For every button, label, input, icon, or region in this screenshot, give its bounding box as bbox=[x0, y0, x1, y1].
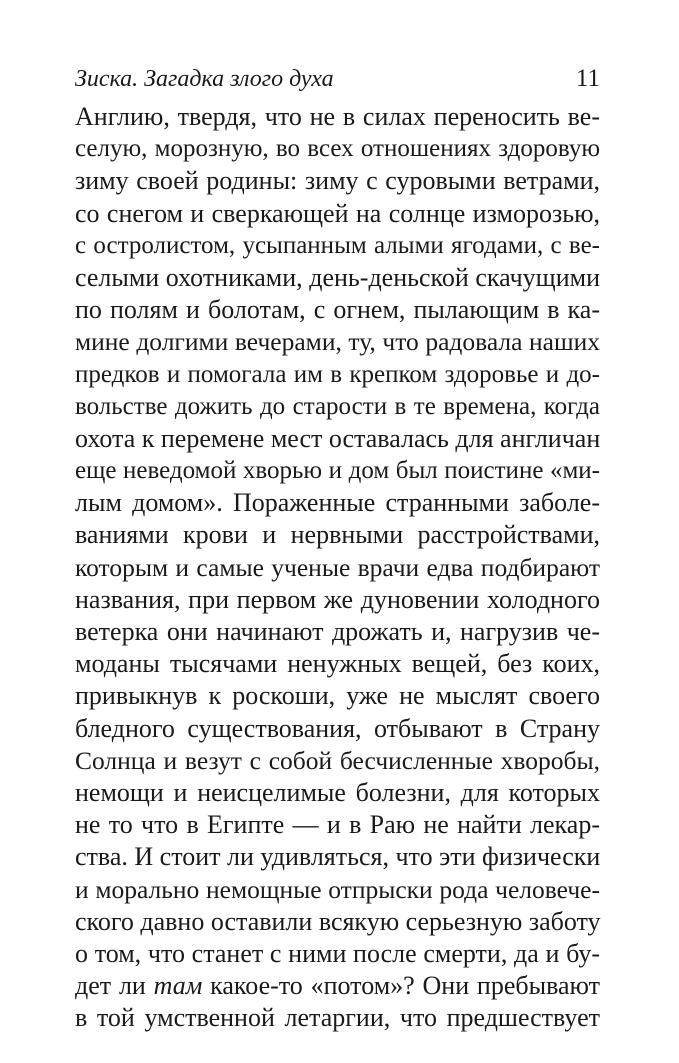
text-line: бледного существования, отбывают в Страну bbox=[75, 713, 600, 743]
line-text-after: какое-то «потом»? Они пребывают bbox=[202, 971, 600, 1001]
body-text bbox=[75, 101, 600, 1034]
line-text-before: дет ли bbox=[75, 971, 154, 1001]
text-line: мине долгими вечерами, ту, что радовала наших bbox=[75, 327, 600, 357]
running-header bbox=[75, 62, 600, 96]
page-number: 11 bbox=[575, 65, 600, 92]
text-line: которым и самые ученые врачи едва подбирают bbox=[75, 552, 600, 582]
text-line: Англию, твердя, что не в силах переносить ве- bbox=[75, 102, 600, 131]
text-line: со снегом и сверкающей на солнце изморозью, bbox=[75, 198, 600, 228]
text-line: и морально немощные отпрыски рода человече- bbox=[75, 874, 600, 904]
text-line: зиму своей родины: зиму с суровыми ветрами, bbox=[75, 166, 600, 196]
text-line: Солнца и везут с собой бесчисленные хворобы, bbox=[75, 745, 600, 775]
text-line: ства. И стоит ли удивляться, что эти физически bbox=[75, 842, 601, 872]
text-line: о том, что станет с ними после смерти, да и бу- bbox=[75, 938, 600, 968]
text-line-with-emphasis bbox=[75, 970, 600, 1002]
text-line: ваниями крови и нервными расстройствами, bbox=[75, 520, 600, 550]
text-line: привыкнув к роскоши, уже не мыслят своего bbox=[75, 681, 600, 711]
text-line: моданы тысячами ненужных вещей, без коих, bbox=[75, 649, 600, 679]
text-line: предков и помогала им в крепком здоровье и до- bbox=[75, 360, 600, 388]
text-line: вольстве дожить до старости в те времена, когда bbox=[75, 392, 600, 420]
text-line: ветерка они начинают дрожать и, нагрузив че- bbox=[75, 617, 600, 646]
running-title: Зиска. Загадка злого духа bbox=[75, 66, 334, 92]
text-line: селую, морозную, во всех отношениях здоровую bbox=[75, 135, 600, 163]
text-line: в той умственной летаргии, что предшествует bbox=[75, 1003, 600, 1033]
text-line: селыми охотниками, день-деньской скачущими bbox=[75, 262, 600, 292]
text-line: по полям и болотам, с огнем, пылающим в ка- bbox=[75, 295, 600, 325]
text-line: еще неведомой хворью и дом был поистине «ми- bbox=[75, 457, 600, 485]
italic-emphasis: там bbox=[153, 971, 203, 1001]
text-line: с остролистом, усыпанным алыми ягодами, с ве- bbox=[75, 231, 600, 259]
text-line: не то что в Египте — и в Раю не найти лекар- bbox=[75, 810, 600, 840]
text-line: немощи и неисцелимые болезни, для которых bbox=[75, 777, 600, 807]
text-line: охота к перемене мест оставалась для англичан bbox=[75, 423, 601, 453]
text-line: лым домом». Пораженные странными заболе- bbox=[75, 488, 600, 518]
text-line: названия, при первом же дуновении холодного bbox=[75, 584, 600, 614]
text-line: ского давно оставили всякую серьезную заботу bbox=[75, 906, 601, 936]
